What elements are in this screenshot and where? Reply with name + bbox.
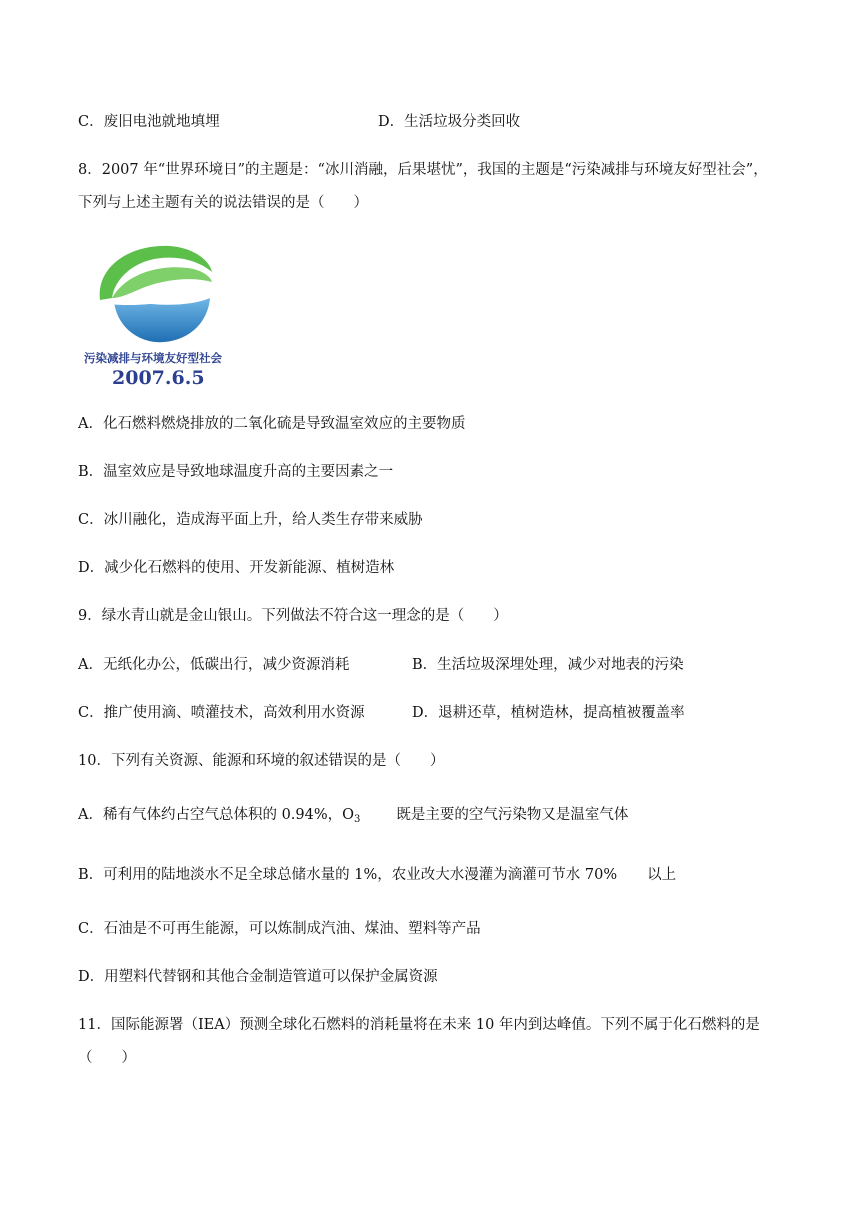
q9-stem: 9．绿水青山就是金山银山。下列做法不符合这一理念的是（ ） (78, 608, 508, 624)
logo-caption: 污染减排与环境友好型社会 (84, 351, 222, 365)
q10-option-d: D．用塑料代替钢和其他合金制造管道可以保护金属资源 (78, 969, 438, 985)
q11-stem-line2: （ ） (78, 1050, 136, 1066)
q9-option-a: A．无纸化办公，低碳出行，减少资源消耗 (78, 657, 350, 673)
q10-option-a (78, 806, 628, 829)
q10-option-a-subscript: 3 (354, 814, 361, 825)
q10-option-c: C．石油是不可再生能源，可以炼制成汽油、煤油、塑料等产品 (78, 921, 481, 937)
q10-option-b (78, 866, 676, 884)
q7-option-d: D．生活垃圾分类回收 (378, 114, 521, 130)
q8-option-d: D．减少化石燃料的使用、开发新能源、植树造林 (78, 560, 395, 576)
q10-option-a-text1: A．稀有气体约占空气总体积的 0.94%，O (78, 807, 355, 823)
q10-option-b-text1: B．可利用的陆地淡水不足全球总储水量的 1%，农业改大水漫灌为滴灌可节水 70% (78, 867, 618, 883)
q8-stem-line1: 8．2007 年“世界环境日”的主题是：“冰川消融，后果堪忧”，我国的主题是“污染减排与环境友好型社会”， (78, 162, 768, 178)
q9-option-b: B．生活垃圾深埋处理，减少对地表的污染 (412, 657, 684, 673)
q11-stem-line1: 11．国际能源署（IEA）预测全球化石燃料的消耗量将在未来 10 年内到达峰值。下列不属于化石燃料的是 (78, 1017, 760, 1033)
q8-option-c: C．冰川融化，造成海平面上升，给人类生存带来威胁 (78, 512, 423, 528)
q10-stem: 10．下列有关资源、能源和环境的叙述错误的是（ ） (78, 753, 445, 769)
q9-option-d: D．退耕还草，植树造林，提高植被覆盖率 (412, 705, 685, 721)
q10-option-a-text2: 既是主要的空气污染物又是温室气体 (396, 807, 629, 823)
q7-option-c: C．废旧电池就地填埋 (78, 114, 220, 130)
q9-option-c: C．推广使用滴、喷灌技术，高效利用水资源 (78, 705, 365, 721)
logo-date: 2007.6.5 (112, 367, 205, 389)
q8-option-a: A．化石燃料燃烧排放的二氧化硫是导致温室效应的主要物质 (78, 416, 466, 432)
q8-stem-line2: 下列与上述主题有关的说法错误的是（ ） (78, 195, 368, 211)
environment-day-logo (78, 238, 250, 390)
q8-option-b: B．温室效应是导致地球温度升高的主要因素之一 (78, 464, 394, 480)
q10-option-b-text2: 以上 (647, 867, 677, 883)
